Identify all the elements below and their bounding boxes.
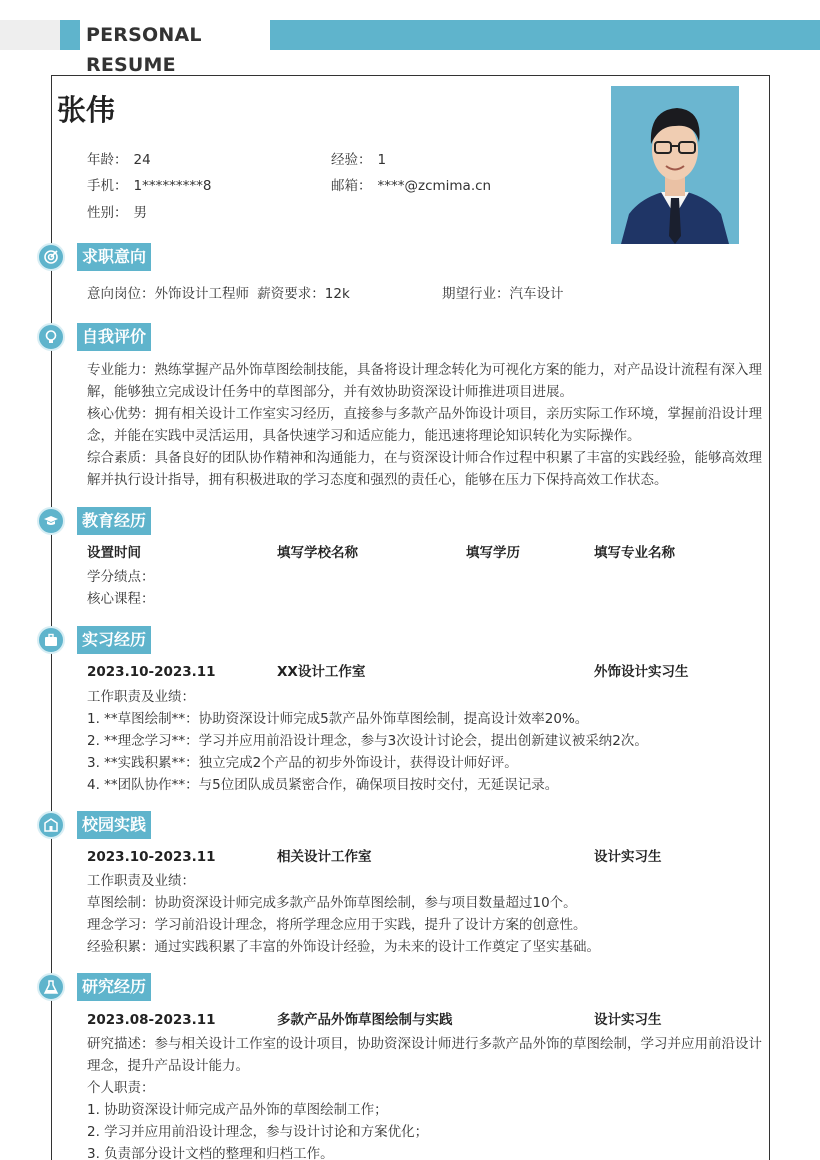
- intern-time: 2023.10-2023.11: [87, 664, 216, 680]
- intern-role: 外饰设计实习生: [594, 664, 689, 680]
- candidate-name: 张伟: [57, 93, 116, 127]
- self-eval-strength: 核心优势：拥有相关设计工作室实习经历，直接参与多款产品外饰设计项目，亲历实际工作环境，掌握前沿设计理念，并能在实践中灵活运用，具备快速学习和适应能力，能迅速将理论知识转化为实际操作。: [87, 406, 762, 444]
- email-label: 邮箱：: [331, 178, 372, 194]
- phone-field: [87, 174, 211, 194]
- intent-position: [87, 283, 350, 305]
- research-description: 研究描述：参与相关设计工作室的设计项目，协助资深设计师进行多款产品外饰的草图绘制，学习并应用前沿设计理念，提升产品设计能力。: [87, 1036, 762, 1074]
- research-item: 1. 协助资深设计师完成产品外饰的草图绘制工作；: [87, 1102, 388, 1118]
- intern-item: 4. **团队协作**：与5位团队成员紧密合作，确保项目按时交付，无延误记录。: [87, 777, 559, 793]
- intern-item: 1. **草图绘制**：协助资深设计师完成5款产品外饰草图绘制，提高设计效率20%。: [87, 711, 589, 727]
- campus-duty-label: 工作职责及业绩：: [87, 873, 195, 889]
- section-title-intent: 求职意向: [77, 243, 151, 271]
- self-eval-quality: 综合素质：具备良好的团队协作精神和沟通能力，在与资深设计师合作过程中积累了丰富的实践经验，能够高效理解并执行设计指导，拥有积极进取的学习态度和强烈的责任心，能够在压力下保持高效工作状态。: [87, 450, 762, 488]
- banner-accent-block: [60, 20, 80, 50]
- intent-salary-text: 薪资要求：12k: [257, 286, 350, 302]
- campus-item: 理念学习：学习前沿设计理念，将所学理念应用于实践，提升了设计方案的创意性。: [87, 917, 587, 933]
- research-item: 3. 负责部分设计文档的整理和归档工作。: [87, 1146, 334, 1160]
- edu-gpa: 学分绩点：: [87, 569, 155, 585]
- flask-icon: [37, 973, 65, 1001]
- section-title-campus: 校园实践: [77, 811, 151, 839]
- experience-value: 1: [377, 152, 387, 168]
- edu-major: 填写专业名称: [594, 545, 675, 561]
- building-icon: [37, 811, 65, 839]
- email-value: ****@zcmima.cn: [377, 178, 492, 194]
- intern-item: 3. **实践积累**：独立完成2个产品的初步外饰设计，获得设计师好评。: [87, 755, 518, 771]
- banner-title: PERSONAL RESUME: [80, 20, 270, 50]
- research-time: 2023.08-2023.11: [87, 1012, 216, 1028]
- email-field: [331, 174, 491, 194]
- age-label: 年龄：: [87, 152, 128, 168]
- phone-value: 1*********8: [133, 178, 212, 194]
- gender-field: [87, 201, 147, 221]
- section-title-internship: 实习经历: [77, 626, 151, 654]
- section-title-research: 研究经历: [77, 973, 151, 1001]
- self-eval-professional: 专业能力：熟练掌握产品外饰草图绘制技能，具备将设计理念转化为可视化方案的能力，对产品设计流程有深入理解，能够独立完成设计任务中的草图部分，并有效协助资深设计师推进项目进展。: [87, 362, 762, 400]
- edu-time: 设置时间: [87, 545, 141, 561]
- gender-label: 性别：: [87, 205, 128, 221]
- intent-position-text: 意向岗位：外饰设计工程师: [87, 286, 249, 302]
- experience-label: 经验：: [331, 152, 372, 168]
- gender-value: 男: [133, 205, 147, 221]
- campus-role: 设计实习生: [594, 849, 662, 865]
- research-role: 设计实习生: [594, 1012, 662, 1028]
- briefcase-icon: [37, 626, 65, 654]
- edu-courses: 核心课程：: [87, 591, 155, 607]
- target-icon: [37, 243, 65, 271]
- edu-degree: 填写学历: [466, 545, 520, 561]
- research-duty-label: 个人职责：: [87, 1080, 155, 1096]
- research-project: 多款产品外饰草图绘制与实践: [277, 1012, 453, 1028]
- banner-accent-bar: [270, 20, 820, 50]
- intern-org: XX设计工作室: [277, 664, 366, 680]
- profile-photo: [611, 86, 739, 244]
- phone-label: 手机：: [87, 178, 128, 194]
- edu-school: 填写学校名称: [277, 545, 358, 561]
- intern-duty-label: 工作职责及业绩：: [87, 689, 195, 705]
- campus-item: 草图绘制：协助资深设计师完成多款产品外饰草图绘制，参与项目数量超过10个。: [87, 895, 577, 911]
- section-title-education: 教育经历: [77, 507, 151, 535]
- lightbulb-icon: [37, 323, 65, 351]
- banner-grey-block: [0, 20, 60, 50]
- intern-item: 2. **理念学习**：学习并应用前沿设计理念，参与3次设计讨论会，提出创新建议被采纳2次。: [87, 733, 648, 749]
- age-value: 24: [133, 152, 151, 168]
- age-field: [87, 148, 151, 168]
- campus-org: 相关设计工作室: [277, 849, 372, 865]
- research-item: 2. 学习并应用前沿设计理念，参与设计讨论和方案优化；: [87, 1124, 429, 1140]
- header-banner: [0, 20, 820, 76]
- section-title-self: 自我评价: [77, 323, 151, 351]
- experience-field: [331, 148, 386, 168]
- campus-item: 经验积累：通过实践积累了丰富的外饰设计经验，为未来的设计工作奠定了坚实基础。: [87, 939, 600, 955]
- intent-industry: 期望行业：汽车设计: [442, 286, 564, 302]
- graduation-cap-icon: [37, 507, 65, 535]
- campus-time: 2023.10-2023.11: [87, 849, 216, 865]
